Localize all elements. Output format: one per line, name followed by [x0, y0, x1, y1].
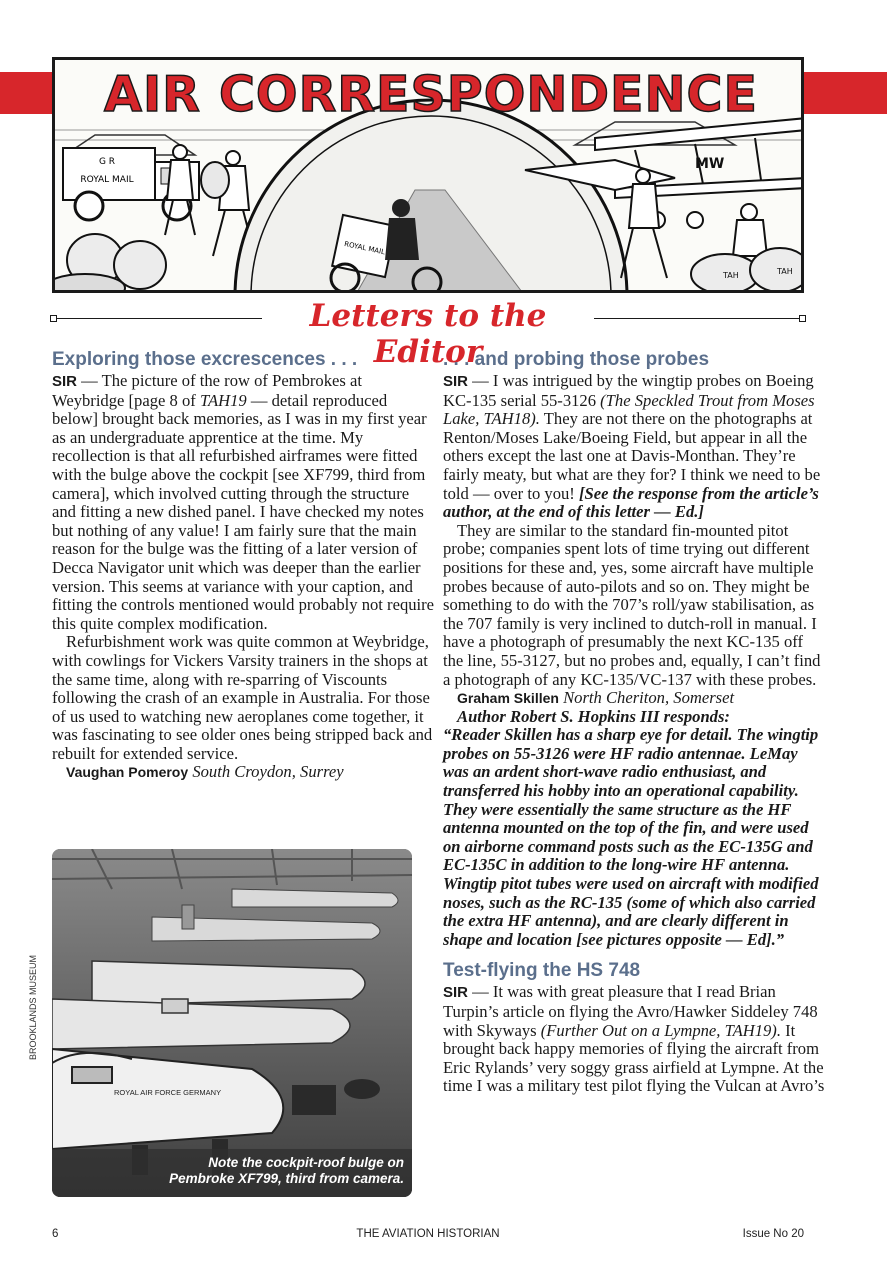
letter-paragraph: Refurbishment work was quite common at Weybridge, with cowlings for Vickers Varsity trainers in the shops at the same time, along with re-sparring of Viscounts following the crash of an example in Australia. For those of us used to watching new aeroplanes come together, it was fascinating to see older ones being stripped back and rebuilt for extended service.	[52, 632, 433, 763]
text-run-italic: (Further Out on a Lympne, TAH19).	[540, 1020, 781, 1040]
letter-heading: Exploring those excrescences . . .	[52, 349, 358, 370]
photo-caption	[144, 1155, 404, 1187]
masthead-illustration	[52, 57, 804, 293]
signature-name: Vaughan Pomeroy	[66, 764, 189, 781]
page-number: 6	[52, 1228, 59, 1240]
letter-paragraph: They are similar to the standard fin-mounted pitot probe; companies spent lots of time trying out different positions for these and, yes, some aircraft have multiple probes because of auto-pilots and so on. They might be something to do with the 707’s roll/yaw stabilisation, as the 707 family is very inclined to dutch-roll in manual. I have a photograph of presumably the next KC-135 off the line, 55-3127, but no probes and, equally, I can’t find a photograph of any KC-135/VC-137 with these probes.	[443, 520, 821, 689]
header-band-left	[0, 72, 55, 114]
caption-line: Note the cockpit-roof bulge on	[208, 1155, 404, 1170]
text-run: — I was intrigued by the wingtip probes on Boeing KC-135 serial 55-3126	[443, 371, 814, 410]
rule-dot-right	[799, 315, 806, 322]
signature-place: South Croydon, Surrey	[192, 762, 344, 782]
caption-line: Pembroke XF799, third from camera.	[169, 1171, 404, 1186]
text-run: — The picture of the row of Pembrokes at Weybridge [page 8 of	[52, 371, 362, 410]
photo-pembrokes	[52, 849, 412, 1197]
van-monogram: G R	[98, 157, 116, 167]
sir-label: SIR	[52, 373, 78, 390]
text-run: — It was with great pleasure that I read Brian Turpin’s article on flying the Avro/Hawker Siddeley 748 with Skyways	[443, 982, 818, 1040]
publication-name: THE AVIATION HISTORIAN	[356, 1228, 500, 1240]
mail-sacks-left	[55, 234, 166, 293]
sack-label-2: TAH	[777, 267, 793, 276]
plane-code: MW	[695, 156, 725, 172]
sir-label: SIR	[443, 373, 469, 390]
signature	[52, 763, 435, 782]
page-footer	[52, 1228, 804, 1244]
issue-number: Issue No 20	[742, 1228, 804, 1240]
editor-note: [See the response from the article’s author, at the end of this letter — Ed.]	[443, 483, 819, 522]
rule-left	[52, 318, 262, 319]
letter-paragraph	[52, 372, 435, 633]
text-run-italic: (The Speckled Trout from Moses Lake, TAH18).	[443, 390, 815, 429]
letter-paragraph	[443, 372, 826, 522]
right-column	[443, 348, 826, 1096]
rule-dot-left	[50, 315, 57, 322]
header-band-right	[803, 72, 887, 114]
signature	[443, 689, 826, 708]
letter-paragraph	[443, 983, 826, 1096]
text-run-italic: TAH19	[199, 390, 247, 410]
sack-label-1: TAH	[723, 271, 739, 280]
van-label: ROYAL MAIL	[80, 175, 134, 185]
fuselage-lettering: ROYAL AIR FORCE GERMANY	[114, 1088, 222, 1097]
spacer	[443, 949, 826, 959]
response-intro: Author Robert S. Hopkins III responds:	[457, 706, 730, 726]
photo-credit: BROOKLANDS MUSEUM	[28, 954, 38, 1060]
letter-heading: . . . and probing those probes	[443, 349, 710, 370]
signature-place: North Cheriton, Somerset	[563, 688, 735, 708]
letter-heading: Test-flying the HS 748	[443, 960, 641, 982]
text-run: — detail reproduced below] brought back memories, as I was in my first year as an undergraduate apprentice at the time. My recollection is that all refurbished airframes were fitted with the bulge above the cockpit [see XF799, third from camera], which involved cutting through the structure and fitting a new dished panel. I have checked my notes but nothing of any value! I am fairly sure that the main reason for the bulge was the fitting of a later version of Decca Navigator unit which was deeper than the earlier version. This seems at variance with your caption, and fitting the controls mentioned would probably not require this quite complex modification.	[52, 390, 435, 633]
tricycle-label: ROYAL MAIL	[343, 239, 386, 257]
author-response: “Reader Skillen has a sharp eye for detail. The wingtip probes on 55-3126 were HF radio antennae. LeMay was an ardent short-wave radio enthusiast, and transferred his hobby into an operational capability. They were essentially the same structure as the HF antenna mounted on the top of the fin, and were used on airborne command posts such as the EC-135G and EC-135C in addition to the long-wire HF antenna. Wingtip pitot tubes were used on aircraft with modified noses, such as the RC-135 (some of which also carried the extra HF antenna), and are clearly different in shape and location [see pictures opposite — Ed].”	[443, 725, 819, 949]
text-run: They are not there on the photographs at Renton/Moses Lake/Boeing Field, but appear in all the others except the last one at Davis-Monthan. They’re fairly meaty, but what are they for? I think we need to be told — over to you!	[443, 409, 821, 503]
page-title: AIR CORRESPONDENCE	[104, 66, 758, 123]
page-subtitle: Letters to the Editor	[309, 298, 547, 370]
sir-label: SIR	[443, 984, 469, 1002]
signature-name: Graham Skillen	[457, 690, 559, 707]
left-column	[52, 348, 435, 782]
photo-drawing	[52, 849, 412, 1197]
text-run: It brought back happy memories of flying the aircraft from Eric Rylands’ very soggy grass airfield at Lympne. At the time I was a military test pilot flying the Vulcan at Avro’s	[443, 1020, 825, 1096]
rule-right	[594, 318, 804, 319]
